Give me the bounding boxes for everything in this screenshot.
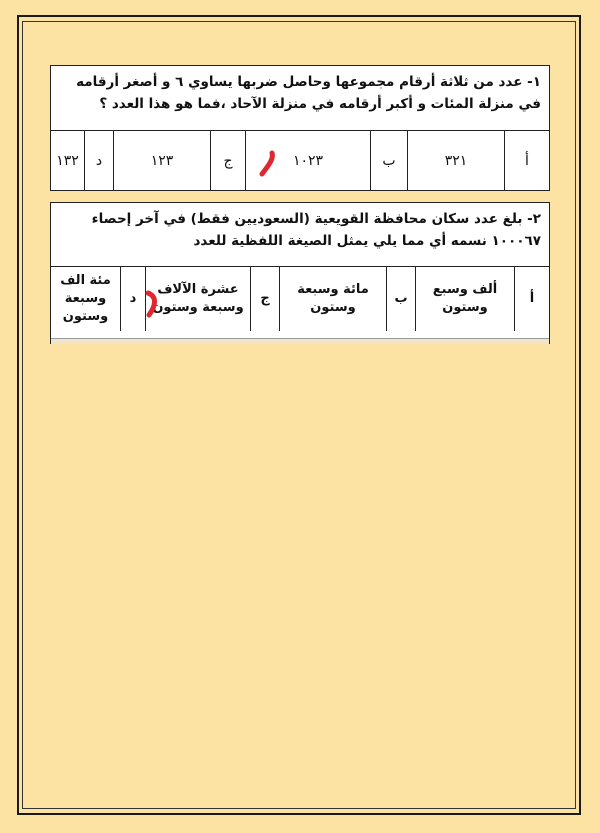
option-c-letter: ج <box>251 267 280 331</box>
question-1-options <box>51 131 549 190</box>
question-1-text: ١- عدد من ثلاثة أرقام مجموعها وحاصل ضربها يساوي ٦ و أصغر أرقامه في منزلة المئات و أكبر أرقامه في منزلة الآحاد ،فما هو هذا العدد ؟ <box>51 66 549 131</box>
cut-off-edge <box>51 338 549 345</box>
question-2-options <box>51 267 549 331</box>
option-d-letter: د <box>85 131 114 190</box>
option-c-value[interactable]: ١٢٣ <box>114 131 211 190</box>
option-d-letter: د <box>121 267 146 331</box>
option-a-value[interactable]: ٣٢١ <box>408 131 505 190</box>
question-1-card <box>50 65 550 191</box>
option-a-letter: أ <box>505 131 550 190</box>
option-a-value[interactable]: ألف وسبع وستون <box>416 267 515 331</box>
question-2-text: ٢- بلغ عدد سكان محافظة القويعية (السعوديين فقط) في آخر إحصاء ١٠٠٠٦٧ نسمه أي مما يلي يمثل الصيغة اللفظية للعدد <box>51 203 549 267</box>
option-b-letter: ب <box>371 131 408 190</box>
option-c-value[interactable]: عشرة الآلاف وسبعة وستون <box>146 267 251 331</box>
option-b-letter: ب <box>387 267 416 331</box>
option-a-letter: أ <box>515 267 550 331</box>
option-b-value[interactable]: ١٠٢٣ <box>246 131 371 190</box>
answer-check-mark-q1 <box>258 150 276 178</box>
answer-check-mark-q2 <box>144 290 162 318</box>
option-b-value[interactable]: مائة وسبعة وستون <box>280 267 387 331</box>
option-c-letter: ج <box>211 131 246 190</box>
option-d-value[interactable]: مئة الف وسبعة وستون <box>60 273 111 324</box>
question-2-card <box>50 202 550 344</box>
option-d-value[interactable]: ١٣٢ <box>56 152 79 169</box>
